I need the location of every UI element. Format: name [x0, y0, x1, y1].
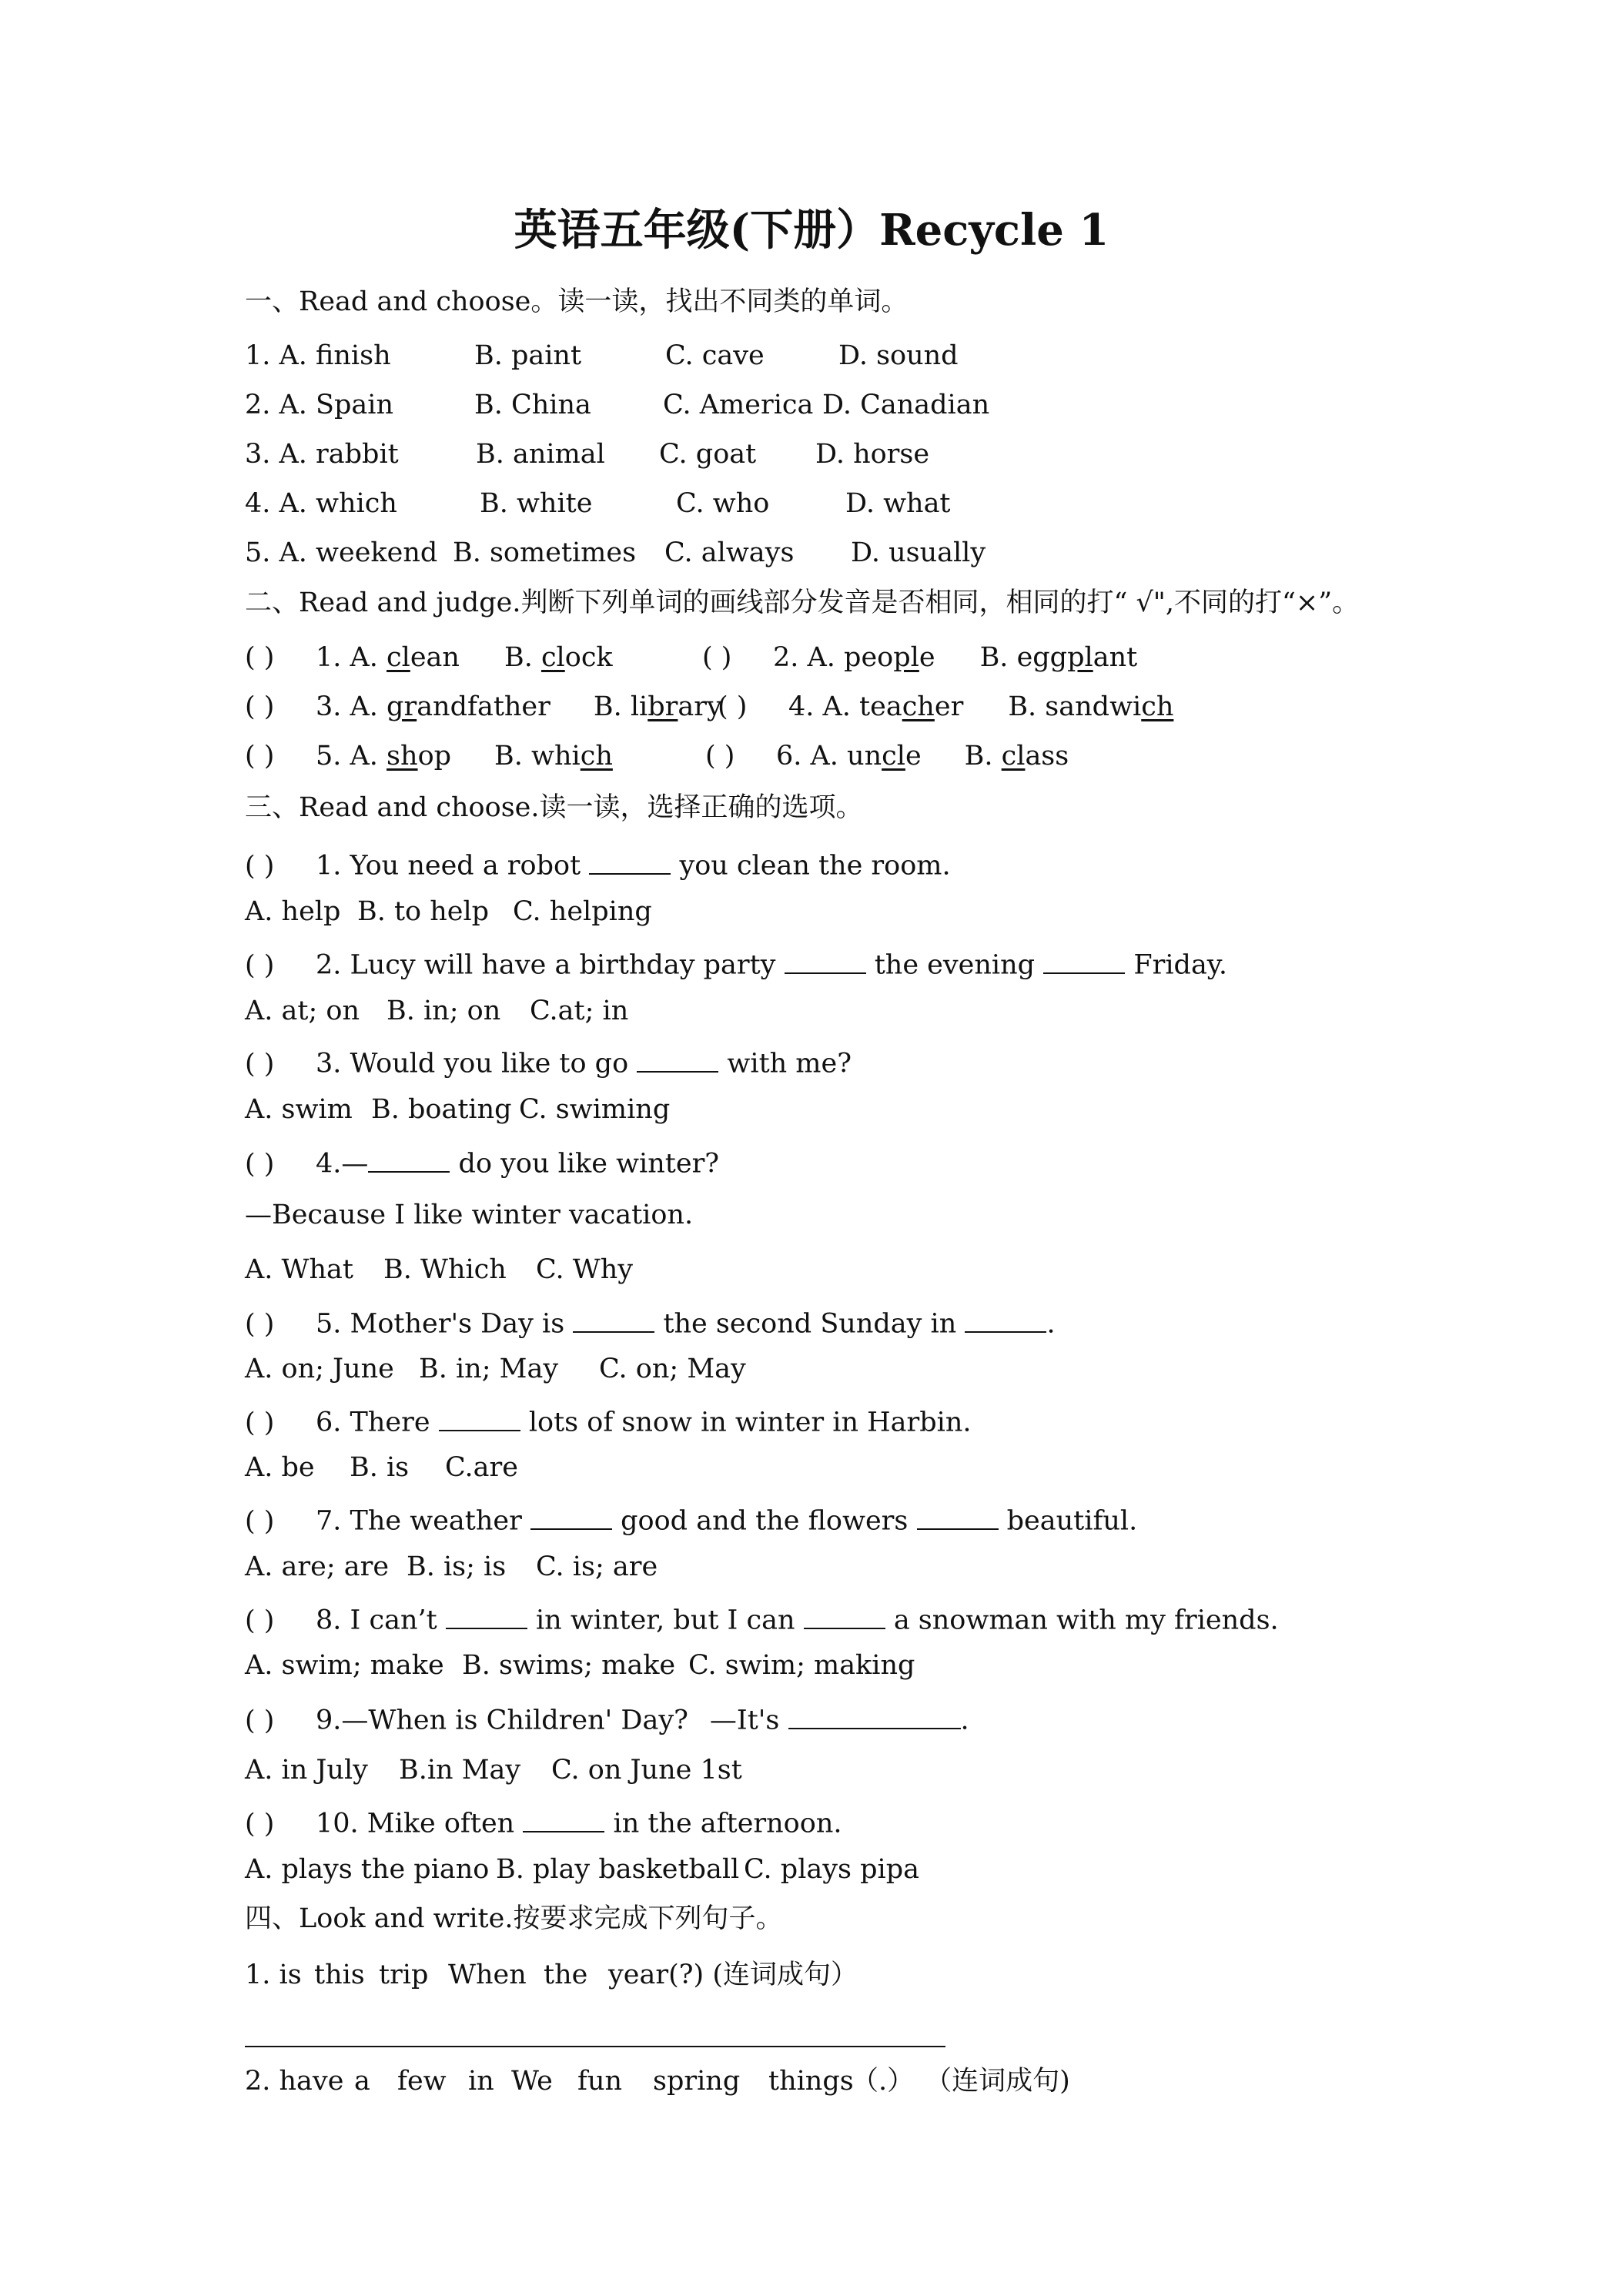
- s1-item-1-b: B. paint: [474, 340, 582, 371]
- fill-blank[interactable]: [804, 1603, 885, 1629]
- option-a: A. swim; make: [245, 1650, 444, 1681]
- option-b: B. in; May: [419, 1354, 559, 1384]
- option-c: C. swim; making: [688, 1650, 915, 1681]
- s1-item-5-d: D. usually: [851, 537, 986, 568]
- option-a: A. at; on: [245, 996, 360, 1026]
- answer-paren[interactable]: ( ): [245, 1605, 275, 1636]
- scrambled-word: 2. have: [245, 2066, 344, 2097]
- option-c: C. is; are: [536, 1551, 658, 1582]
- s3-q9: ( ) 9.—When is Children' Day? —It's .: [245, 1703, 969, 1735]
- answer-paren[interactable]: ( ): [245, 1808, 275, 1839]
- s3-q5: ( ) 5. Mother's Day is the second Sunday in .: [245, 1307, 1056, 1338]
- s1-item-2-a: 2. A. Spain: [245, 390, 394, 420]
- answer-paren[interactable]: ( ): [245, 1705, 275, 1736]
- answer-paren[interactable]: ( ): [245, 850, 275, 882]
- s4-q2: [245, 2068, 1070, 2095]
- s3-q10: ( ) 10. Mike often in the afternoon.: [245, 1806, 842, 1838]
- scrambled-word: We: [511, 2066, 553, 2097]
- fill-blank[interactable]: [637, 1046, 718, 1073]
- s1-item-3-b: B. animal: [476, 439, 605, 470]
- option-a: A. swim: [245, 1094, 353, 1125]
- s2-q3: ( ) 3. A. grandfather B. library: [245, 691, 722, 722]
- scrambled-word: year(?): [608, 1960, 704, 1990]
- section3-heading: 三、Read and choose.读一读，选择正确的选项。: [245, 792, 863, 823]
- s3-q6-options: [245, 1454, 518, 1481]
- section1-heading: 一、Read and choose。读一读，找出不同类的单词。: [245, 286, 909, 317]
- s3-q8: ( ) 8. I can’t in winter, but I can a snowman with my friends.: [245, 1603, 1279, 1635]
- option-b: B. Which: [383, 1254, 507, 1285]
- s3-q7: ( ) 7. The weather good and the flowers beautiful.: [245, 1504, 1137, 1535]
- answer-paren[interactable]: ( ): [245, 1148, 275, 1180]
- answer-paren[interactable]: ( ): [245, 1308, 275, 1340]
- option-c: C. on June 1st: [551, 1755, 742, 1786]
- option-b: B. in; on: [387, 996, 501, 1026]
- option-a: A. in July: [245, 1755, 368, 1786]
- s3-q3: ( ) 3. Would you like to go with me?: [245, 1046, 852, 1078]
- answer-paren[interactable]: ( ): [245, 642, 275, 673]
- option-b: B.in May: [399, 1755, 521, 1786]
- s2-q1: ( ) 1. A. clean B. clock: [245, 642, 613, 673]
- s1-item-4-d: D. what: [845, 488, 951, 519]
- option-b: B. is; is: [407, 1551, 507, 1582]
- instruction-note: (连词成句）: [712, 1960, 858, 1990]
- fill-blank[interactable]: [368, 1146, 450, 1173]
- option-a: A. be: [245, 1452, 315, 1483]
- scrambled-word: a: [354, 2066, 370, 2097]
- s3-q9-options: [245, 1757, 742, 1784]
- option-c: C.at; in: [530, 996, 629, 1026]
- fill-blank[interactable]: [965, 1307, 1046, 1333]
- scrambled-word: fun: [577, 2066, 623, 2097]
- s1-item-1-a: 1. A. finish: [245, 340, 391, 371]
- s2-row-3: [245, 743, 1069, 770]
- scrambled-word: few: [397, 2066, 447, 2097]
- s3-q10-options: [245, 1856, 919, 1883]
- s3-q5-options: [245, 1356, 746, 1383]
- s3-q1-options: [245, 896, 652, 927]
- option-b: B. to help: [357, 896, 490, 927]
- answer-paren[interactable]: ( ): [245, 691, 275, 722]
- answer-paren[interactable]: ( ): [245, 1505, 275, 1537]
- option-c: C.are: [445, 1452, 518, 1483]
- answer-paren[interactable]: ( ): [245, 1407, 275, 1438]
- answer-line[interactable]: [245, 2046, 945, 2047]
- page-title: 英语五年级(下册）Recycle 1: [514, 205, 1109, 256]
- s3-q6: ( ) 6. There lots of snow in winter in Harbin.: [245, 1405, 972, 1437]
- s2-q2: ( ) 2. A. people B. eggplant: [702, 642, 1138, 673]
- s1-item-4-c: C. who: [676, 488, 770, 519]
- answer-paren[interactable]: ( ): [245, 741, 275, 771]
- option-c: C. Why: [536, 1254, 634, 1285]
- scrambled-word: spring: [653, 2066, 741, 2097]
- s1-item-5-a: 5. A. weekend: [245, 537, 438, 568]
- fill-blank[interactable]: [523, 1806, 604, 1832]
- option-c: C. plays pipa: [744, 1854, 919, 1885]
- scrambled-word: When: [448, 1960, 527, 1990]
- s4-q1: [245, 1962, 858, 1989]
- s3-q7-options: [245, 1551, 658, 1582]
- s1-item-5: [245, 537, 986, 568]
- s1-item-1: [245, 340, 959, 371]
- s3-q8-options: [245, 1652, 915, 1679]
- s1-item-3-d: D. horse: [815, 439, 930, 470]
- s1-item-4-a: 4. A. which: [245, 488, 397, 519]
- fill-blank[interactable]: [446, 1603, 527, 1629]
- option-c: C. on; May: [599, 1354, 746, 1384]
- s3-q2: ( ) 2. Lucy will have a birthday party the evening Friday.: [245, 948, 1227, 979]
- scrambled-word: the: [544, 1960, 588, 1990]
- s1-item-1-d: D. sound: [838, 340, 959, 371]
- s1-item-3-c: C. goat: [659, 439, 757, 470]
- scrambled-word: 1. is: [245, 1960, 302, 1990]
- option-a: A. What: [245, 1254, 353, 1285]
- fill-blank[interactable]: [573, 1307, 654, 1333]
- answer-paren[interactable]: ( ): [702, 642, 732, 673]
- option-c: C. helping: [513, 896, 652, 927]
- s3-q4: ( ) 4.— do you like winter?: [245, 1146, 719, 1178]
- scrambled-word: trip: [379, 1960, 429, 1990]
- s3-q1: ( ) 1. You need a robot you clean the room.: [245, 848, 951, 880]
- answer-paren[interactable]: ( ): [705, 741, 735, 771]
- s2-row-2: [245, 691, 1174, 722]
- answer-paren[interactable]: ( ): [245, 949, 275, 981]
- s3-q2-options: [245, 998, 628, 1025]
- s1-item-5-c: C. always: [664, 537, 795, 568]
- answer-paren[interactable]: ( ): [245, 1048, 275, 1079]
- s1-item-4-b: B. white: [480, 488, 593, 519]
- fill-blank[interactable]: [917, 1504, 999, 1530]
- option-b: B. boating: [371, 1094, 512, 1125]
- s3-q3-options: [245, 1096, 670, 1123]
- option-b: B. swims; make: [462, 1650, 676, 1681]
- s3-q4-reply: —Because I like winter vacation.: [245, 1200, 694, 1230]
- section4-heading: 四、Look and write.按要求完成下列句子。: [245, 1903, 783, 1934]
- s1-item-1-c: C. cave: [665, 340, 765, 371]
- fill-blank[interactable]: [1043, 948, 1125, 974]
- s1-item-2-c: C. America: [663, 390, 814, 420]
- fill-blank[interactable]: [439, 1405, 520, 1431]
- punctuation-hint: （.）: [852, 2066, 915, 2097]
- s2-q6: ( ) 6. A. uncle B. class: [705, 741, 1069, 771]
- s1-item-5-b: B. sometimes: [453, 537, 637, 568]
- option-a: A. plays the piano: [245, 1854, 490, 1885]
- fill-blank[interactable]: [785, 948, 866, 974]
- s1-item-2: [245, 392, 989, 419]
- s1-item-4: [245, 490, 951, 517]
- s3-q4-options: [245, 1254, 634, 1285]
- s1-item-2-b: B. China: [474, 390, 591, 420]
- fill-blank[interactable]: [530, 1504, 612, 1530]
- s1-item-3: [245, 441, 929, 468]
- s2-row-1: [245, 644, 1137, 671]
- answer-paren[interactable]: ( ): [718, 691, 748, 722]
- s1-item-3-a: 3. A. rabbit: [245, 439, 399, 470]
- s2-q4: ( ) 4. A. teacher B. sandwich: [718, 691, 1174, 722]
- fill-blank[interactable]: [788, 1703, 961, 1729]
- scrambled-word: things: [768, 2066, 854, 2097]
- scrambled-word: this: [314, 1960, 365, 1990]
- fill-blank[interactable]: [589, 848, 671, 875]
- option-a: A. help: [245, 896, 341, 927]
- option-a: A. on; June: [245, 1354, 394, 1384]
- scrambled-word: in: [468, 2066, 494, 2097]
- option-a: A. are; are: [245, 1551, 390, 1582]
- s1-item-2-d: D. Canadian: [822, 390, 990, 420]
- instruction-note: （连词成句): [925, 2066, 1070, 2097]
- section2-heading: 二、Read and judge.判断下列单词的画线部分发音是否相同，相同的打“ √",不同的打“×”。: [245, 587, 1360, 618]
- option-c: C. swiming: [519, 1094, 671, 1125]
- option-b: B. is: [350, 1452, 410, 1483]
- s2-q5: ( ) 5. A. shop B. which: [245, 741, 613, 771]
- option-b: B. play basketball: [496, 1854, 740, 1885]
